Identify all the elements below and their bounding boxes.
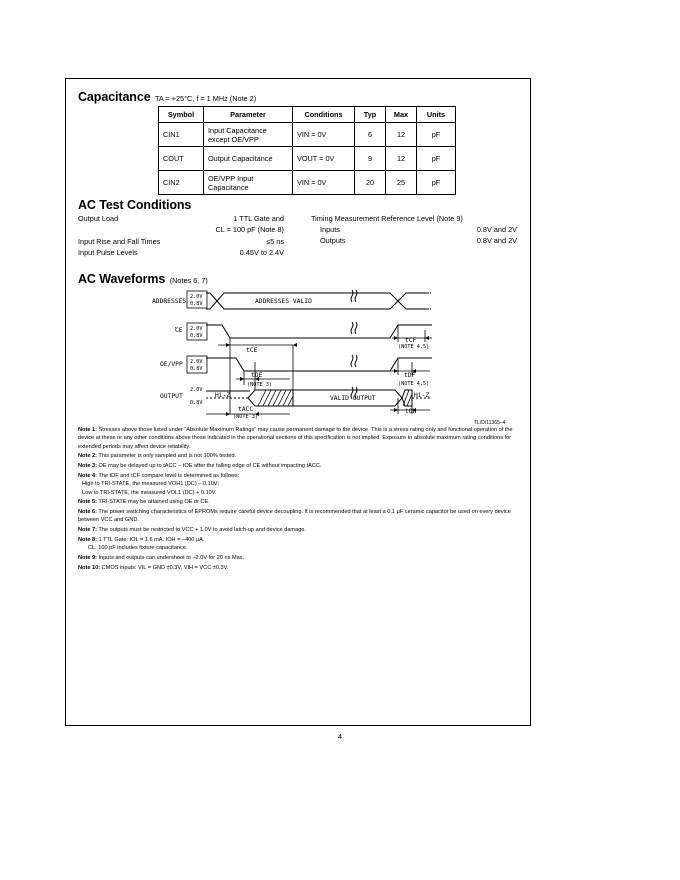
output-load-value2: CL = 100 pF (Note 8) — [215, 225, 284, 234]
break-marks — [351, 290, 357, 399]
note-item: Note 8: 1 TTL Gate: IOL = 1.6 mA, IOH = –400 μA. — [78, 537, 205, 544]
row-max: 12 — [386, 123, 417, 147]
row-symbol: COUT — [159, 147, 204, 171]
t-ce-label: tCE — [246, 347, 258, 354]
pulse-value: 0.45V to 2.4V — [239, 248, 284, 257]
inputs-label: Inputs — [320, 225, 340, 234]
param-line1: Input Capacitance — [208, 125, 267, 135]
capacitance-title: Capacitance — [78, 90, 151, 104]
ac-waveforms-notes: (Notes 6, 7) — [169, 276, 208, 285]
figure-id: TL/D/11365–4 — [474, 420, 506, 426]
row-max: 25 — [386, 171, 417, 195]
t-oh-label: tOH — [405, 408, 417, 415]
ac-test-title: AC Test Conditions — [78, 198, 192, 212]
col-conditions: Conditions — [293, 107, 355, 123]
note-item: Note 7: The outputs must be restricted to VCC + 1.0V to avoid latch-up and device damage. — [78, 527, 306, 534]
note-item: CL: 100 pF includes fixture capacitance. — [88, 545, 188, 552]
note-item: Note 5: TRI-STATE may be attained using OE or CE. — [78, 499, 210, 506]
valid-output-label: VALID OUTPUT — [330, 395, 376, 402]
t-df-label: tDF — [404, 372, 416, 379]
addresses-valid-label: ADDRESSES VALID — [255, 298, 312, 305]
hi-z-right: Hi-Z — [414, 392, 430, 399]
note45-label: (NOTE 4,5) — [398, 344, 430, 350]
col-units: Units — [417, 107, 456, 123]
note-item: Note 2: This parameter is only sampled and is not 100% tested. — [78, 453, 237, 460]
signal-addresses: ADDRESSES — [152, 298, 187, 305]
note-item: Note 6: The power switching characteristics of EPROMs require careful device decoupling. It is recommended that at least a 0.1 μF ceramic capacitor be used on every device between VCC and GND. — [78, 509, 511, 524]
pulse-label: Input Pulse Levels — [78, 248, 138, 257]
note-item: High to TRI-STATE, the measured VOH1 (DC) – 0.10V; — [82, 481, 219, 488]
rise-fall-label: Input Rise and Fall Times — [78, 237, 161, 246]
note-item: Note 1: Stresses above those listed under “Absolute Maximum Ratings” may cause permanent damage to the device. This is a stress rating only and functional operation of the device at these or any other conditions above those indicated in the operational sections of this specification is not implied. Exposure to absolute maximum rating conditions for extended periods may affect device reliability. — [78, 427, 513, 450]
row-typ: 9 — [355, 147, 386, 171]
note-item: Note 10: CMOS inputs: VIL = GND ±0.3V, VIH = VCC ±0.3V. — [78, 564, 229, 571]
t-cf-label: tCF — [405, 337, 417, 344]
signal-output: OUTPUT — [160, 393, 183, 400]
ac-waveforms-title: AC Waveforms — [78, 272, 166, 286]
level-high: 2.0V — [190, 294, 203, 300]
outputs-value: 0.8V and 2V — [476, 236, 517, 245]
note-item: Low to TRI-STATE, the measured VOL1 (DC) + 0.10V. — [82, 489, 217, 496]
row-conditions: VIN = 0V — [293, 123, 355, 147]
level-low: 0.8V — [190, 400, 203, 406]
col-parameter: Parameter — [204, 107, 293, 123]
row-typ: 6 — [355, 123, 386, 147]
row-parameter: Output Capacitance — [204, 147, 293, 171]
row-conditions: VIN = 0V — [293, 171, 355, 195]
level-low: 0.8V — [190, 301, 203, 307]
col-typ: Typ — [355, 107, 386, 123]
hi-z-left: Hi-Z — [215, 392, 231, 399]
param-line2: Capacitance — [208, 182, 249, 192]
inputs-value: 0.8V and 2V — [476, 225, 517, 234]
param-line1: OE/VPP Input — [208, 173, 254, 183]
note3-label: (NOTE 3) — [247, 382, 272, 388]
row-conditions: VOUT = 0V — [293, 147, 355, 171]
note-item: Note 9: Inputs and outputs can undershoot to –2.0V for 20 ns Max. — [78, 555, 245, 562]
level-high: 2.0V — [190, 387, 203, 393]
outputs-label: Outputs — [320, 236, 346, 245]
t-acc-label: tACC — [238, 406, 254, 413]
row-units: pF — [417, 147, 456, 171]
col-max: Max — [386, 107, 417, 123]
row-symbol: CIN2 — [159, 171, 204, 195]
col-symbol: Symbol — [159, 107, 204, 123]
row-max: 12 — [386, 147, 417, 171]
capacitance-conditions: TA = +25°C, f = 1 MHz (Note 2) — [155, 94, 257, 103]
output-load-label: Output Load — [78, 214, 119, 223]
param-line2: except OE/VPP — [208, 134, 259, 144]
signal-ce: CE — [175, 327, 183, 334]
level-high: 2.0V — [190, 359, 203, 365]
row-units: pF — [417, 171, 456, 195]
level-low: 0.8V — [190, 366, 203, 372]
timing-label: Timing Measurement Reference Level (Note 9) — [311, 214, 463, 223]
signal-oe: OE/VPP — [160, 361, 183, 368]
level-low: 0.8V — [190, 333, 203, 339]
output-load-value1: 1 TTL Gate and — [233, 214, 284, 223]
level-high: 2.0V — [190, 326, 203, 332]
waveform-diagram — [0, 0, 680, 430]
note-item: Note 4: The tDF and tCF compare level is determined as follows: — [78, 472, 240, 479]
note3-label: (NOTE 3) — [233, 414, 258, 420]
note45-label: (NOTE 4,5) — [398, 381, 430, 387]
row-units: pF — [417, 123, 456, 147]
notes-section — [78, 426, 523, 574]
t-oe-label: tOE — [251, 372, 263, 379]
addresses-waveform — [206, 293, 432, 309]
page-number: 4 — [337, 732, 343, 741]
rise-fall-value: ≤5 ns — [266, 237, 284, 246]
row-symbol: CIN1 — [159, 123, 204, 147]
note-item: Note 3: OE may be delayed up to tACC – tOE after the falling edge of CE without impacting tACC. — [78, 463, 322, 470]
row-typ: 20 — [355, 171, 386, 195]
